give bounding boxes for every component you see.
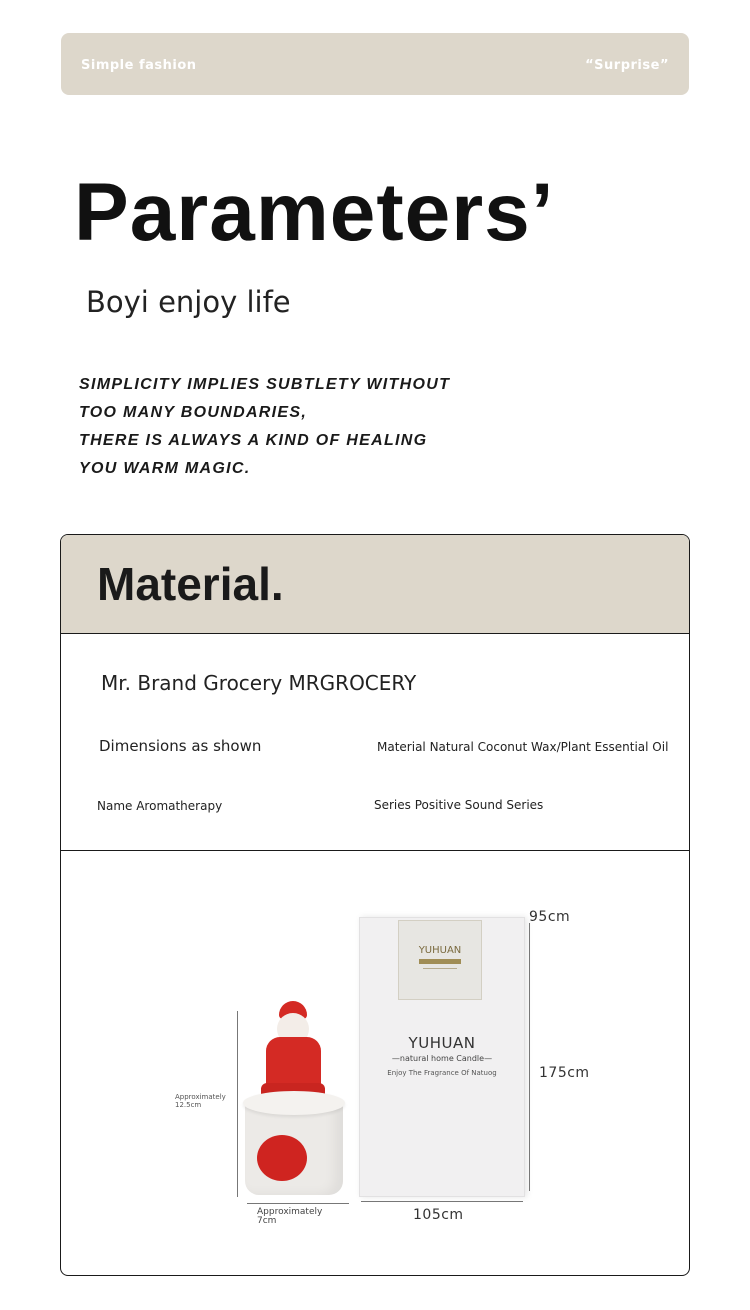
candle-height-guide [237,1011,238,1197]
banner-right-text: “Surprise” [585,58,669,73]
box-depth-label: 95cm [529,909,571,925]
candle-width-label-line2: 7cm [257,1216,277,1226]
banner-left-text: Simple fashion [81,58,197,73]
product-image [61,851,689,1275]
box-sticker [398,920,482,1000]
box-sticker-bar [419,959,461,964]
spec-dimensions: Dimensions as shown [99,737,262,755]
material-card [60,534,690,1276]
material-heading: Material. [97,558,284,610]
page-subtitle: Boyi enjoy life [86,285,291,319]
box-width-label: 105cm [413,1207,464,1223]
box-brand: YUHUAN [408,1034,476,1052]
candle-lid [243,1091,345,1115]
spec-material: Material Natural Coconut Wax/Plant Essential Oil [377,740,669,754]
tagline [79,371,450,483]
santa-body-shape [266,1037,321,1089]
box-sticker-line [423,968,457,969]
tagline-line: YOU WARM MAGIC. [79,460,251,477]
gift-box [359,917,525,1197]
tagline-line: TOO MANY BOUNDARIES, [79,404,308,421]
tagline-line: THERE IS ALWAYS A KIND OF HEALING [79,432,428,449]
candle-height-label-line2: 12.5cm [175,1101,202,1109]
box-height-guide [529,923,530,1191]
candle-height-label [175,1093,226,1109]
box-tagline: —natural home Candle— [391,1054,493,1063]
spec-series: Series Positive Sound Series [374,798,544,812]
material-header [61,535,689,634]
candle-width-guide [247,1203,349,1204]
candle-width-label-line1: Approximately [257,1207,323,1217]
tagline-line: SIMPLICITY IMPLIES SUBTLETY WITHOUT [79,376,451,393]
candle-height-label-line1: Approximately [175,1093,226,1101]
spec-name: Name Aromatherapy [97,799,223,813]
santa-badge-icon [257,1135,307,1181]
top-banner [61,33,689,95]
page-title: Parameters’ [74,167,555,258]
box-height-label: 175cm [539,1065,590,1081]
box-width-guide [361,1201,523,1202]
candle-width-label [257,1208,322,1226]
brand-line: Mr. Brand Grocery MRGROCERY [101,671,417,695]
box-sticker-brand: YUHUAN [418,945,462,956]
box-slogan: Enjoy The Fragrance Of Natuog [387,1069,497,1077]
